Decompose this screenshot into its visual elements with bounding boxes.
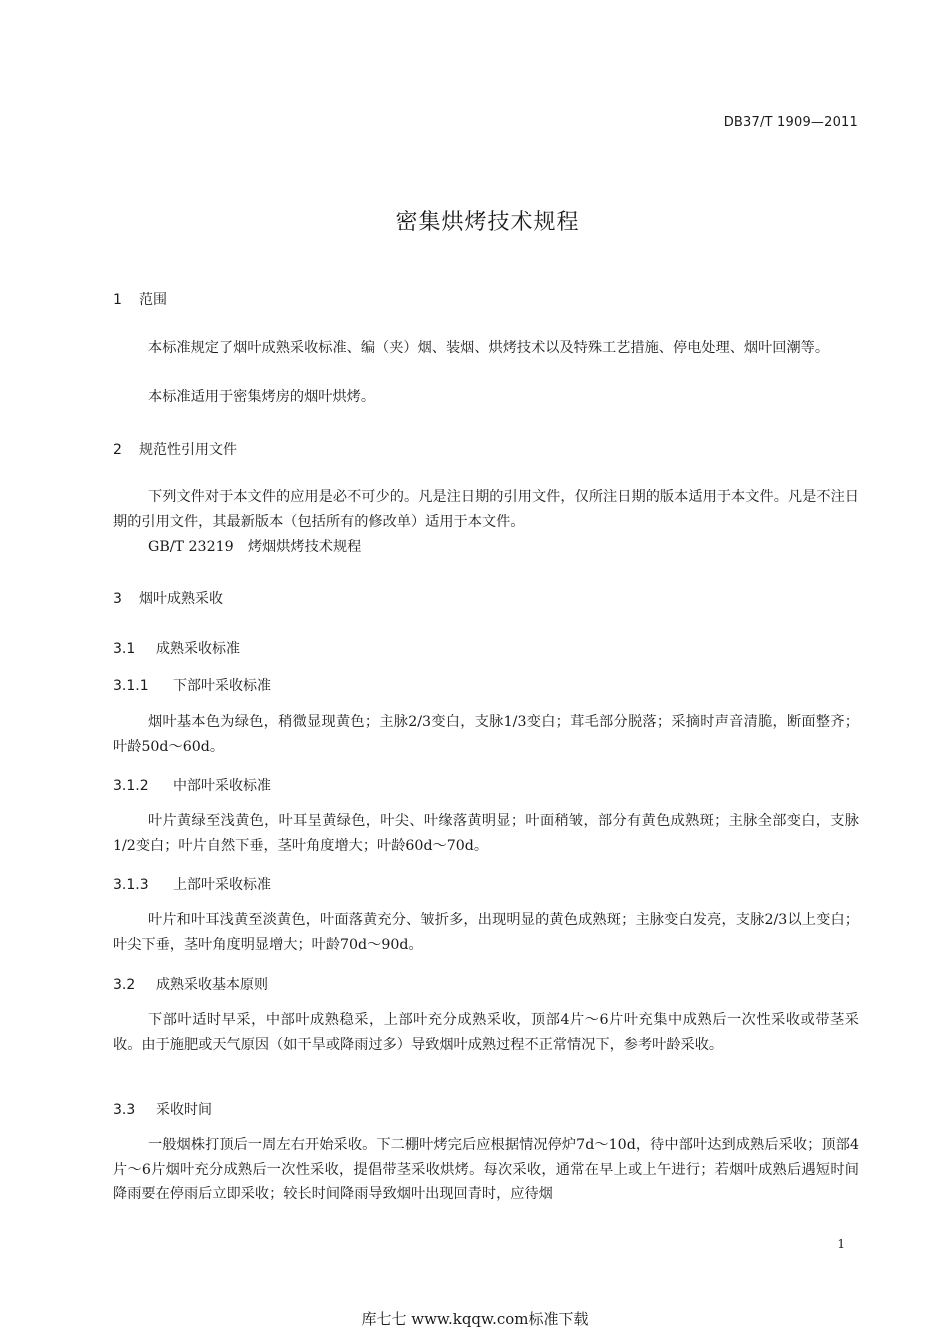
document-title: 密集烘烤技术规程 — [395, 210, 580, 235]
section-title: 范围 — [139, 292, 167, 308]
section-heading — [113, 289, 167, 309]
section-number: 3.1.2 — [113, 778, 149, 794]
subsection-heading — [113, 638, 240, 658]
paragraph: 本标准规定了烟叶成熟采收标准、编（夹）烟、装烟、烘烤技术以及特殊工艺措施、停电处理、烟叶回潮等。 — [148, 340, 830, 356]
paragraph: 一般烟株打顶后一周左右开始采收。下二棚叶烤完后应根据情况停炉7d～10d，待中部叶达到成熟后采收；顶部4片～6片烟叶充分成熟后一次性采收，提倡带茎采收烘烤。每次采收，通常在早上或上午进行；若烟叶成熟后遇短时间降雨要在停雨后立即采收；较长时间降雨导致烟叶出现回青时，应待烟 — [113, 1137, 859, 1202]
paragraph: 下列文件对于本文件的应用是必不可少的。凡是注日期的引用文件，仅所注日期的版本适用于本文件。凡是不注日期的引用文件，其最新版本（包括所有的修改单）适用于本文件。 — [113, 489, 859, 530]
section-number: 2 — [113, 442, 122, 458]
section-title: 成熟采收标准 — [156, 641, 240, 657]
subsection-heading — [113, 1099, 212, 1119]
section-title: 中部叶采收标准 — [173, 778, 271, 794]
section-number: 3.2 — [113, 977, 136, 993]
normative-reference: GB/T 23219 烤烟烘烤技术规程 — [148, 539, 362, 555]
document-code: DB37/T 1909—2011 — [723, 115, 858, 130]
section-number: 3.1 — [113, 641, 136, 657]
section-number: 3.3 — [113, 1102, 136, 1118]
section-number: 3 — [113, 591, 122, 607]
section-title: 采收时间 — [156, 1102, 212, 1118]
page-number: 1 — [837, 1237, 845, 1251]
section-title: 烟叶成熟采收 — [139, 591, 223, 607]
section-number: 3.1.3 — [113, 877, 149, 893]
section-title: 规范性引用文件 — [139, 442, 237, 458]
section-number: 3.1.1 — [113, 678, 149, 694]
subsubsection-heading — [113, 874, 271, 894]
subsubsection-heading — [113, 775, 271, 795]
section-title: 下部叶采收标准 — [173, 678, 271, 694]
paragraph: 本标准适用于密集烤房的烟叶烘烤。 — [148, 389, 376, 405]
subsubsection-heading — [113, 675, 271, 695]
paragraph: 下部叶适时早采，中部叶成熟稳采，上部叶充分成熟采收，顶部4片～6片叶充集中成熟后一次性采收或带茎采收。由于施肥或天气原因（如干旱或降雨过多）导致烟叶成熟过程不正常情况下，参考叶龄采收。 — [113, 1012, 859, 1053]
footer-watermark: 库七七 www.kqqw.com标准下载 — [361, 1310, 589, 1328]
paragraph: 叶片黄绿至浅黄色，叶耳呈黄绿色，叶尖、叶缘落黄明显；叶面稍皱，部分有黄色成熟斑；主脉全部变白，支脉1/2变白；叶片自然下垂，茎叶角度增大；叶龄60d～70d。 — [113, 813, 859, 854]
section-number: 1 — [113, 292, 122, 308]
section-heading — [113, 588, 223, 608]
paragraph: 烟叶基本色为绿色，稍微显现黄色；主脉2/3变白，支脉1/3变白；茸毛部分脱落；采摘时声音清脆，断面整齐；叶龄50d～60d。 — [113, 714, 859, 755]
section-title: 上部叶采收标准 — [173, 877, 271, 893]
paragraph: 叶片和叶耳浅黄至淡黄色，叶面落黄充分、皱折多，出现明显的黄色成熟斑；主脉变白发亮，支脉2/3以上变白；叶尖下垂，茎叶角度明显增大；叶龄70d～90d。 — [113, 912, 859, 953]
subsection-heading — [113, 974, 268, 994]
section-heading — [113, 439, 237, 459]
section-title: 成熟采收基本原则 — [156, 977, 268, 993]
